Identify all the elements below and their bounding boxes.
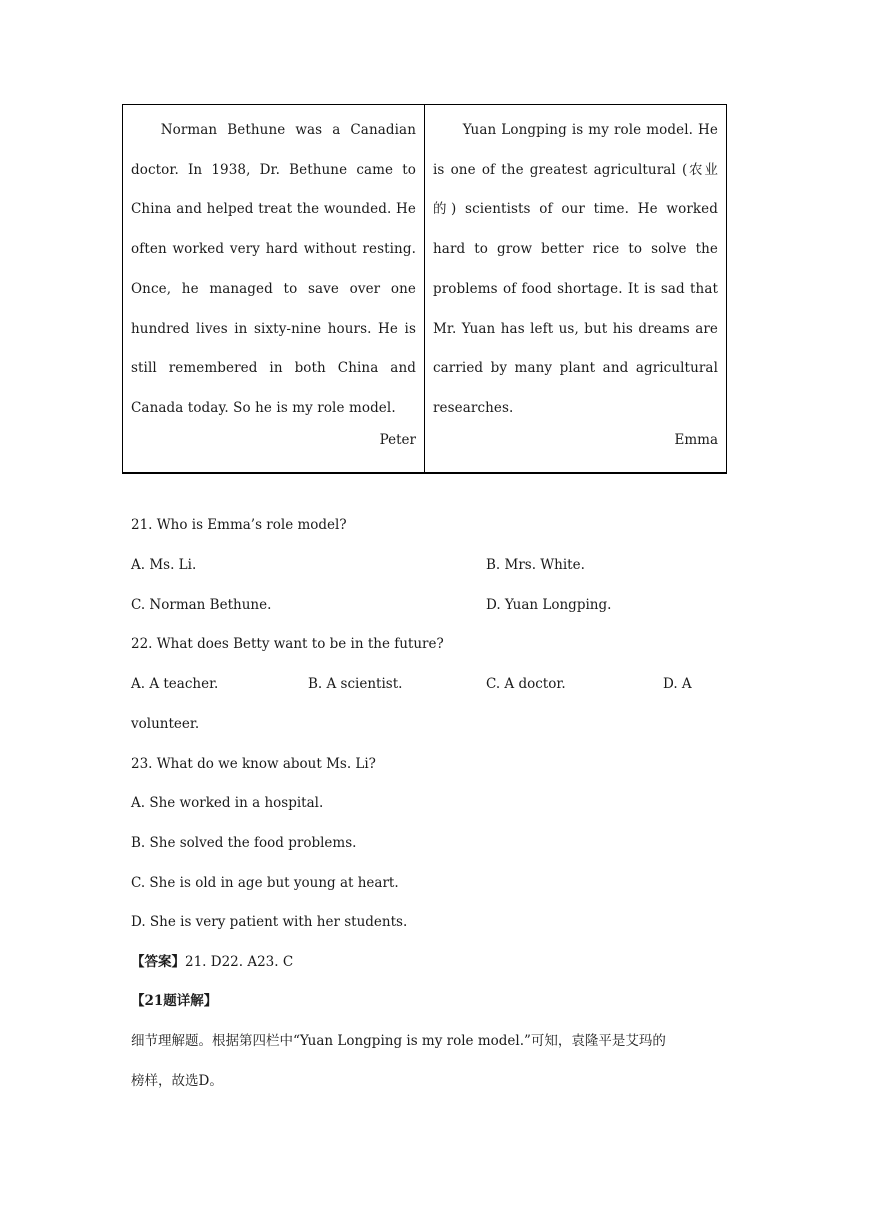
answer-text: 21. D22. A23. C — [185, 954, 294, 970]
explanation-text: 细节理解题。根据第四栏中“Yuan Longping is my role model.”可知，袁隆平是艾玛的 — [131, 1033, 666, 1049]
passage-author: Peter — [379, 432, 416, 448]
passage-text: Yuan Longping is my role model. He is one of the greatest agricultural (农业的) scientists of our time. He worked hard to grow better rice to solve the problems of food shortage. It is sad that Mr. Yuan has left us, but his dreams are carried by many plant and agricultural researches. — [433, 122, 718, 416]
question-23: 23. What do we know about Ms. Li? — [131, 756, 376, 772]
passage-text: Norman Bethune was a Canadian doctor. In 1938, Dr. Bethune came to China and helped treat the wounded. He often worked very hard without resting. Once, he managed to save over one hundred lives in sixty-nine hours. He is still remembered in both China and Canada today. So he is my role model. — [131, 122, 416, 416]
option-23-d: D. She is very patient with her students. — [131, 914, 408, 930]
option-22-d-continued: volunteer. — [131, 716, 200, 732]
option-21-d: D. Yuan Longping. — [486, 597, 612, 613]
explanation-label: 【21题详解】 — [131, 993, 218, 1009]
option-21-c: C. Norman Bethune. — [131, 597, 272, 613]
question-21: 21. Who is Emma’s role model? — [131, 517, 347, 533]
option-21-a: A. Ms. Li. — [131, 557, 197, 573]
passage-emma — [424, 105, 726, 472]
question-22: 22. What does Betty want to be in the future? — [131, 636, 444, 652]
passage-peter — [123, 105, 424, 472]
option-21-b: B. Mrs. White. — [486, 557, 585, 573]
option-22-c: C. A doctor. — [486, 676, 566, 692]
option-23-c: C. She is old in age but young at heart. — [131, 875, 399, 891]
option-22-a: A. A teacher. — [131, 676, 219, 692]
answer-line — [131, 952, 293, 972]
option-22-d: D. A — [663, 676, 692, 692]
option-23-b: B. She solved the food problems. — [131, 835, 357, 851]
option-23-a: A. She worked in a hospital. — [131, 795, 324, 811]
passage-author: Emma — [674, 432, 718, 448]
explanation-text-continued: 榜样，故选D。 — [131, 1073, 223, 1089]
option-22-b: B. A scientist. — [308, 676, 403, 692]
passage-table — [122, 104, 727, 474]
answer-label: 【答案】 — [131, 954, 185, 970]
